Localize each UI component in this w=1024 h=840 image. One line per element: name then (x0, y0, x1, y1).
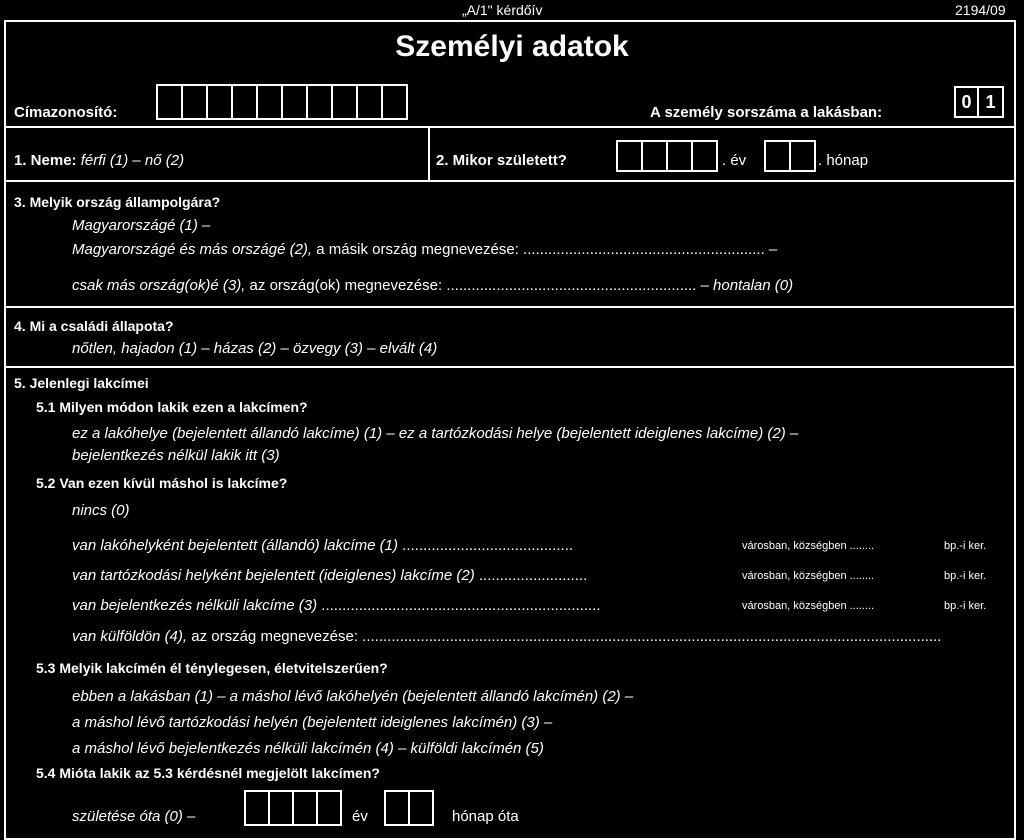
form-name: „A/1" kérdőív (462, 2, 543, 18)
q3-opt3-rest: az ország(ok) megnevezése: ............................................................ – (245, 277, 709, 294)
divider (4, 180, 1016, 182)
q3-opt3 (72, 277, 793, 294)
month-label: . hónap (818, 152, 869, 169)
q51-line1: ez a lakóhelye (bejelentett állandó lakcíme) (1) – ez a tartózkodási helye (bejelentett ideiglenes lakcíme) (2) – (72, 425, 799, 442)
q52-row (72, 537, 573, 554)
q3-opt2-italic: Magyarországé és más országé (2), (72, 241, 313, 258)
q52-row-bp: bp.-i ker. (944, 540, 987, 552)
q52-row (72, 567, 587, 584)
sorszam-digit[interactable]: 0 (954, 86, 979, 118)
form-code: 2194/09 (955, 2, 1006, 18)
sorszam-boxes[interactable] (954, 86, 1004, 118)
q3-opt3-italic: csak más ország(ok)é (3), (72, 277, 246, 294)
q52-row-city: városban, községben ........ (742, 570, 875, 582)
birth-year-boxes[interactable] (616, 140, 716, 172)
q51-label: 5.1 Milyen módon lakik ezen a lakcímen? (36, 399, 308, 415)
digit-box[interactable] (181, 84, 208, 120)
q52-row-dots: ......................................... (398, 537, 574, 554)
digit-box[interactable] (789, 140, 816, 172)
q52-row-city: városban, községben ........ (742, 540, 875, 552)
digit-box[interactable] (666, 140, 693, 172)
q3-opt1: Magyarországé (1) – (72, 217, 211, 234)
q52-foreign-rest: az ország megnevezése: ........................................................................................................................................... (187, 628, 942, 645)
divider (428, 126, 430, 182)
digit-box[interactable] (616, 140, 643, 172)
q52-row-text: van bejelentkezés nélküli lakcíme (3) (72, 597, 318, 614)
divider (4, 366, 1016, 368)
q1-label: 1. Neme: (14, 152, 77, 169)
year-label: . év (722, 152, 747, 169)
q3-label: 3. Melyik ország állampolgára? (14, 194, 221, 210)
q52-row-text: van lakóhelyként bejelentett (állandó) lakcíme (1) (72, 537, 399, 554)
sorszam-digit[interactable]: 1 (977, 86, 1004, 118)
q52-row-bp: bp.-i ker. (944, 570, 987, 582)
cim-label: Címazonosító: (14, 104, 118, 121)
birth-month-boxes[interactable] (764, 140, 814, 172)
digit-box[interactable] (306, 84, 333, 120)
digit-box[interactable] (381, 84, 408, 120)
divider (4, 126, 1016, 128)
q3-opt2-rest: a másik ország megnevezése: .......................................................... – (312, 241, 778, 258)
q5-label: 5. Jelenlegi lakcímei (14, 375, 149, 391)
digit-box[interactable] (231, 84, 258, 120)
q53-line1: ebben a lakásban (1) – a máshol lévő lakóhelyén (bejelentett állandó lakcímén) (2) – (72, 688, 634, 705)
q2-label: 2. Mikor született? (436, 152, 567, 169)
digit-box[interactable] (764, 140, 791, 172)
q3-opt3-end: hontalan (0) (708, 277, 794, 294)
digit-box[interactable] (356, 84, 383, 120)
q52-foreign (72, 628, 941, 645)
divider (4, 306, 1016, 308)
q52-row-dots: .......................... (474, 567, 588, 584)
q52-row-bp: bp.-i ker. (944, 600, 987, 612)
q54-since-birth: születése óta (0) – (72, 808, 196, 825)
digit-box[interactable] (641, 140, 668, 172)
q3-opt2 (72, 241, 777, 258)
q52-row (72, 597, 601, 614)
q4-options: nőtlen, hajadon (1) – házas (2) – özvegy (3) – elvált (4) (72, 340, 438, 357)
q4-label: 4. Mi a családi állapota? (14, 318, 174, 334)
q52-row-city: városban, községben ........ (742, 600, 875, 612)
q52-label: 5.2 Van ezen kívül máshol is lakcíme? (36, 475, 288, 491)
q52-row-dots: ................................................................... (317, 597, 601, 614)
q52-nincs: nincs (0) (72, 502, 130, 519)
cim-azonosito-boxes[interactable] (156, 84, 406, 120)
digit-box[interactable] (256, 84, 283, 120)
digit-box[interactable] (281, 84, 308, 120)
sorszam-label: A személy sorszáma a lakásban: (650, 104, 883, 121)
q1-options: férfi (1) – nő (2) (80, 152, 185, 169)
q1 (14, 152, 184, 169)
q52-row-text: van tartózkodási helyként bejelentett (ideiglenes) lakcíme (2) (72, 567, 475, 584)
digit-box[interactable] (691, 140, 718, 172)
q53-label: 5.3 Melyik lakcímén él ténylegesen, életvitelszerűen? (36, 660, 388, 676)
page-title: Személyi adatok (395, 30, 629, 63)
digit-box[interactable] (156, 84, 183, 120)
digit-box[interactable] (331, 84, 358, 120)
digit-box[interactable] (206, 84, 233, 120)
q54-month: hónap óta (452, 808, 519, 825)
q54-ev: év (352, 808, 368, 825)
q53-line2: a máshol lévő tartózkodási helyén (bejelentett ideiglenes lakcímén) (3) – (72, 714, 553, 731)
q54-label: 5.4 Mióta lakik az 5.3 kérdésnél megjelölt lakcímen? (36, 765, 380, 781)
q51-line2: bejelentkezés nélkül lakik itt (3) (72, 447, 280, 464)
q52-foreign-italic: van külföldön (4), (72, 628, 188, 645)
q53-line3: a máshol lévő bejelentkezés nélküli lakcímén (4) – külföldi lakcímén (5) (72, 740, 544, 757)
